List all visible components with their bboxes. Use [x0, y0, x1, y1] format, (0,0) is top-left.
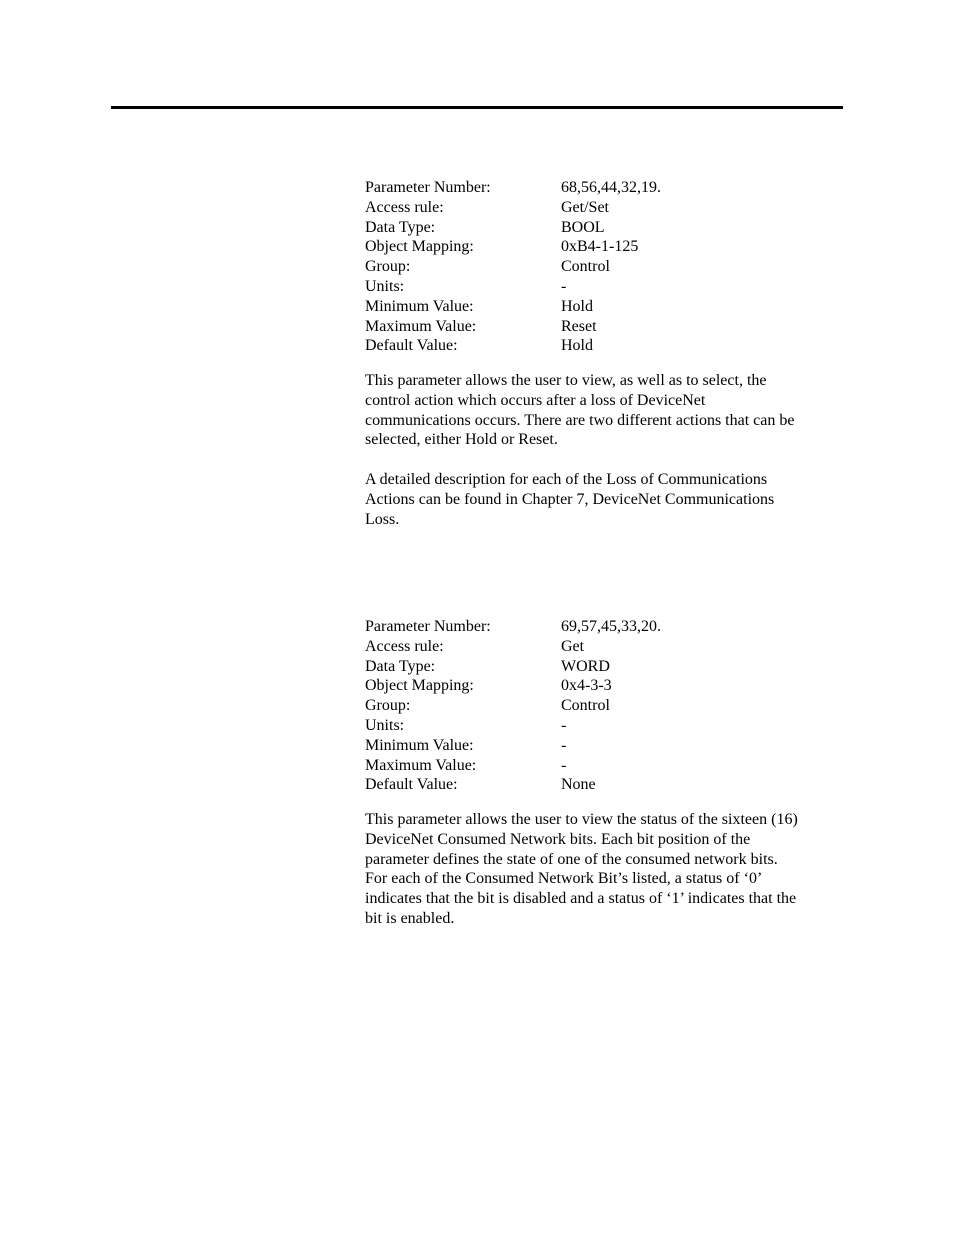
param-value: 68,56,44,32,19.: [561, 179, 661, 196]
param-value: -: [561, 716, 567, 734]
param-label: Minimum Value:: [365, 297, 474, 315]
param-value: WORD: [561, 657, 610, 675]
param-row-group: [365, 696, 840, 716]
param-row-units: [365, 277, 840, 297]
param-row-group: [365, 257, 840, 277]
param-label: Parameter Number:: [365, 618, 491, 635]
paragraph-line: bit is enabled.: [365, 909, 455, 927]
description-paragraph-1: [365, 371, 840, 450]
param-value: 0x4-3-3: [561, 677, 612, 695]
param-label: Units:: [365, 716, 405, 734]
param-value: Get: [561, 637, 585, 655]
param-label: Access rule:: [365, 637, 444, 655]
paragraph-line: This parameter allows the user to view, as well as to select, the: [365, 372, 767, 389]
param-label: Parameter Number:: [365, 179, 491, 196]
param-label: Object Mapping:: [365, 677, 474, 695]
paragraph-line: A detailed description for each of the Loss of Communications: [365, 471, 768, 488]
param-value: -: [561, 756, 567, 774]
param-value: Hold: [561, 297, 593, 315]
param-row-parameter-number: [365, 617, 840, 637]
paragraph-line: Actions can be found in Chapter 7, DeviceNet Communications: [365, 490, 775, 508]
param-label: Object Mapping:: [365, 238, 474, 256]
header-rule: [111, 106, 843, 109]
param-label: Default Value:: [365, 776, 458, 794]
param-row-default-value: [365, 775, 840, 795]
paragraph-line: communications occurs. There are two different actions that can be: [365, 411, 795, 429]
param-value: Reset: [561, 317, 597, 335]
paragraph-line: For each of the Consumed Network Bit’s listed, a status of ‘0’: [365, 870, 763, 888]
parameter-section-2: [365, 617, 840, 795]
param-row-data-type: [365, 218, 840, 238]
param-value: Control: [561, 697, 610, 715]
param-row-parameter-number: [365, 178, 840, 198]
paragraph-line: control action which occurs after a loss of DeviceNet: [365, 391, 706, 409]
description-paragraph-2: [365, 470, 840, 529]
param-row-access-rule: [365, 198, 840, 218]
param-label: Default Value:: [365, 337, 458, 355]
param-row-object-mapping: [365, 676, 840, 696]
param-value: Get/Set: [561, 198, 609, 216]
param-value: None: [561, 776, 596, 794]
param-label: Data Type:: [365, 218, 436, 236]
parameter-section-1: [365, 178, 840, 356]
param-label: Maximum Value:: [365, 756, 477, 774]
paragraph-line: This parameter allows the user to view the status of the sixteen (16): [365, 811, 798, 828]
param-label: Group:: [365, 258, 411, 276]
parameter-table: [365, 178, 840, 356]
param-row-minimum-value: [365, 297, 840, 317]
paragraph-line: indicates that the bit is disabled and a status of ‘1’ indicates that the: [365, 890, 797, 908]
param-label: Group:: [365, 697, 411, 715]
parameter-table: [365, 617, 840, 795]
param-value: Hold: [561, 337, 593, 355]
param-value: 0xB4-1-125: [561, 238, 639, 256]
param-row-maximum-value: [365, 317, 840, 337]
param-value: -: [561, 277, 567, 295]
param-value: 69,57,45,33,20.: [561, 618, 661, 635]
paragraph-line: selected, either Hold or Reset.: [365, 431, 558, 449]
param-value: Control: [561, 258, 610, 276]
param-label: Data Type:: [365, 657, 436, 675]
param-row-data-type: [365, 657, 840, 677]
param-row-default-value: [365, 336, 840, 356]
param-row-units: [365, 716, 840, 736]
param-label: Access rule:: [365, 198, 444, 216]
paragraph-line: Loss.: [365, 510, 400, 528]
paragraph-line: parameter defines the state of one of the consumed network bits.: [365, 850, 778, 868]
param-label: Units:: [365, 277, 405, 295]
param-value: BOOL: [561, 218, 605, 236]
param-value: -: [561, 736, 567, 754]
paragraph-line: DeviceNet Consumed Network bits. Each bit position of the: [365, 830, 751, 848]
param-label: Maximum Value:: [365, 317, 477, 335]
param-row-minimum-value: [365, 736, 840, 756]
param-row-maximum-value: [365, 756, 840, 776]
param-row-object-mapping: [365, 237, 840, 257]
param-label: Minimum Value:: [365, 736, 474, 754]
description-paragraph-3: [365, 810, 840, 929]
param-row-access-rule: [365, 637, 840, 657]
